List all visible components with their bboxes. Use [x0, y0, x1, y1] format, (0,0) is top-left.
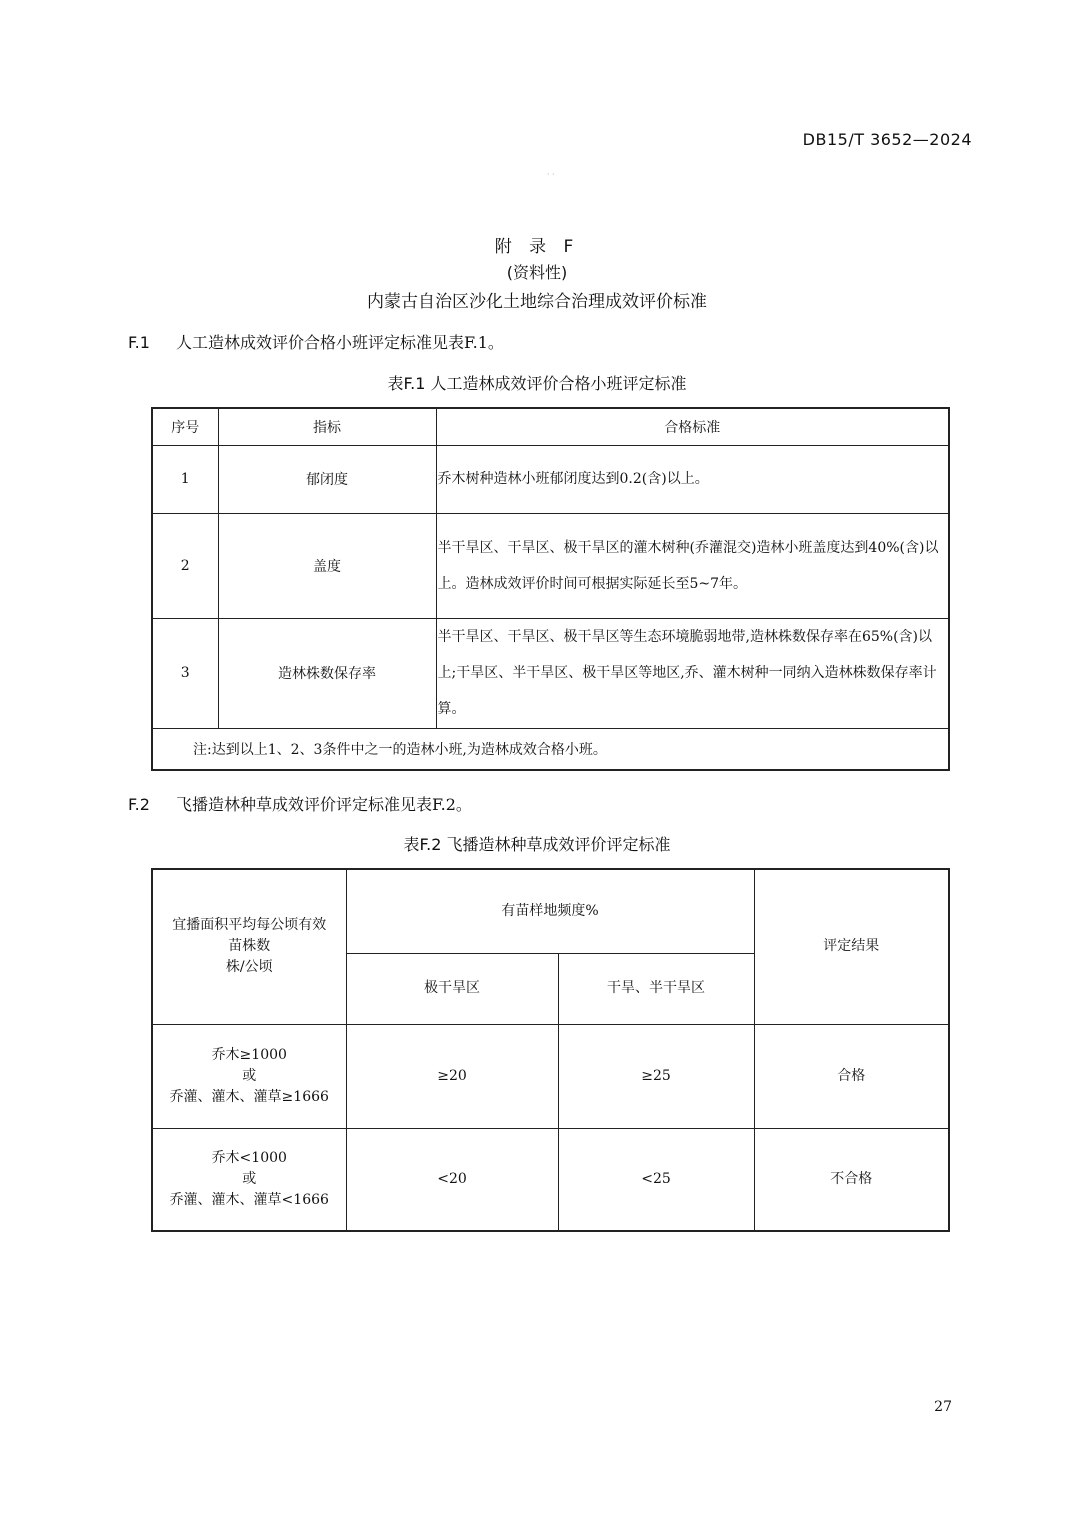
table-f1-header-indicator: 指标	[218, 408, 436, 445]
table-row	[152, 1128, 949, 1231]
table-f1	[151, 407, 950, 771]
row-no: 1	[152, 445, 218, 513]
table-f2-header-seedlings: 宜播面积平均每公顷有效 苗株数 株/公顷	[152, 869, 346, 1024]
table-f1-header-no: 序号	[152, 408, 218, 445]
section-f1	[128, 330, 504, 353]
table-row	[152, 445, 949, 513]
table-f2	[151, 868, 950, 1232]
row-indicator: 造林株数保存率	[218, 618, 436, 728]
row-no: 2	[152, 513, 218, 618]
section-f2	[128, 792, 472, 815]
section-f2-number: F.2	[128, 795, 150, 814]
table-row	[152, 513, 949, 618]
document-id: DB15/T 3652—2024	[802, 130, 972, 149]
row-standard: 乔木树种造林小班郁闭度达到0.2(含)以上。	[436, 445, 949, 513]
row-indicator: 盖度	[218, 513, 436, 618]
section-f1-number: F.1	[128, 333, 150, 352]
table-f1-caption: 表F.1 人工造林成效评价合格小班评定标准	[387, 374, 687, 393]
row-no: 3	[152, 618, 218, 728]
page-number: 27	[934, 1399, 952, 1415]
row-standard: 半干旱区、干旱区、极干旱区等生态环境脆弱地带,造林株数保存率在65%(含)以上;干旱区、半干旱区、极干旱区等地区,乔、灌木树种一同纳入造林株数保存率计算。	[436, 618, 949, 728]
row-result: 不合格	[754, 1128, 949, 1231]
appendix-title: 内蒙古自治区沙化土地综合治理成效评价标准	[367, 292, 707, 312]
table-f1-note: 注:达到以上1、2、3条件中之一的造林小班,为造林成效合格小班。	[152, 728, 949, 770]
table-f2-header-result: 评定结果	[754, 869, 949, 1024]
scan-artifact: · ·	[547, 170, 555, 179]
row-arid: ≥25	[558, 1024, 754, 1128]
row-seedlings: 乔木<1000 或 乔灌、灌木、灌草<1666	[152, 1128, 346, 1231]
row-indicator: 郁闭度	[218, 445, 436, 513]
row-standard: 半干旱区、干旱区、极干旱区的灌木树种(乔灌混交)造林小班盖度达到40%(含)以上。造林成效评价时间可根据实际延长至5~7年。	[436, 513, 949, 618]
section-f1-text: 人工造林成效评价合格小班评定标准见表F.1。	[176, 333, 504, 352]
row-arid: <25	[558, 1128, 754, 1231]
row-seedlings: 乔木≥1000 或 乔灌、灌木、灌草≥1666	[152, 1024, 346, 1128]
table-f2-caption: 表F.2 飞播造林种草成效评价评定标准	[403, 835, 671, 854]
table-row	[152, 1024, 949, 1128]
row-extreme: <20	[346, 1128, 558, 1231]
row-extreme: ≥20	[346, 1024, 558, 1128]
row-result: 合格	[754, 1024, 949, 1128]
table-f2-subheader-extreme: 极干旱区	[346, 953, 558, 1024]
table-f2-subheader-arid: 干旱、半干旱区	[558, 953, 754, 1024]
table-row	[152, 618, 949, 728]
appendix-nature: (资料性)	[506, 263, 568, 282]
appendix-label: 附 录 F	[494, 237, 580, 257]
section-f2-text: 飞播造林种草成效评价评定标准见表F.2。	[176, 795, 472, 814]
table-f2-header-frequency: 有苗样地频度%	[346, 869, 754, 953]
table-f1-header-standard: 合格标准	[436, 408, 949, 445]
